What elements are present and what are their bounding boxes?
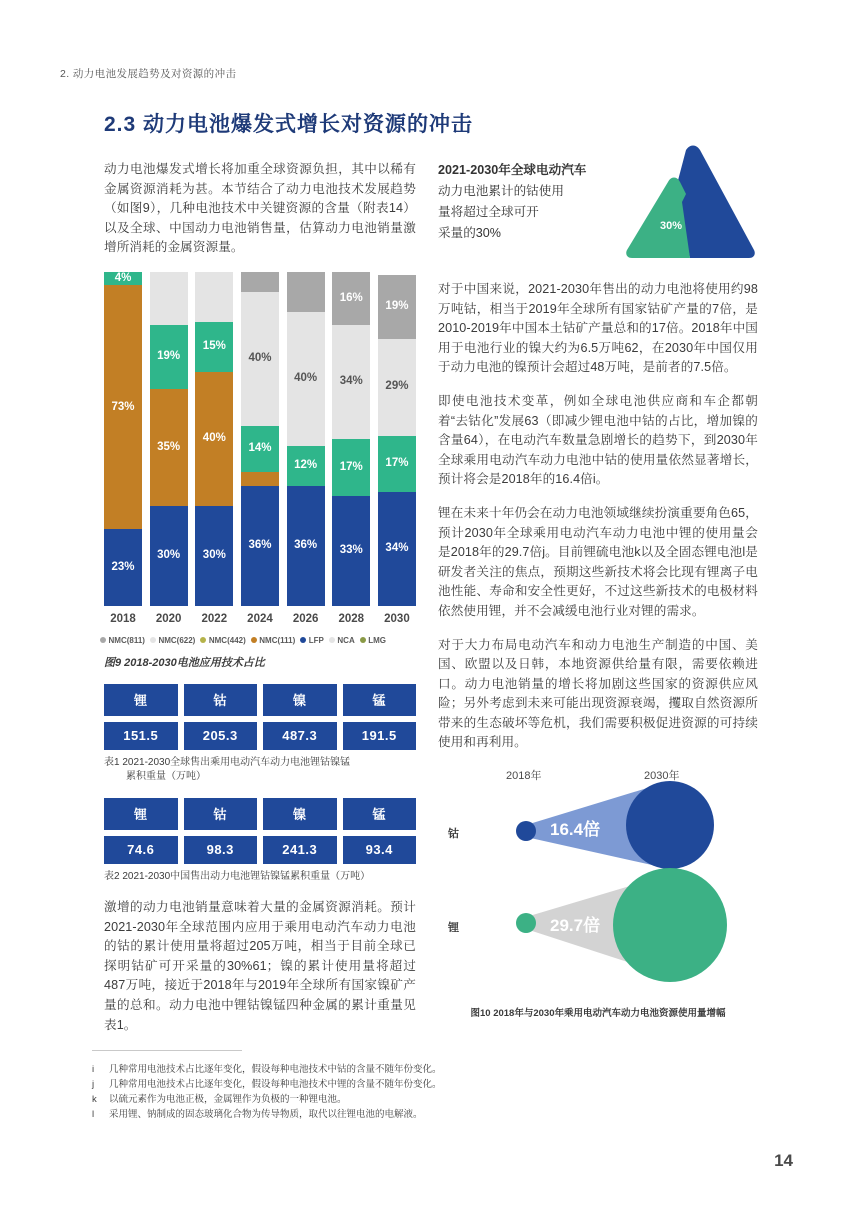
callout-line3: 量将超过全球可开: [438, 205, 539, 219]
intro-paragraph: 动力电池爆发式增长将加重全球资源负担，其中以稀有金属资源消耗为甚。本节结合了动力电池技术发展趋势（如图9），几种电池技术中关键资源的含量（附表14）以及全球、中国动力电池销售量，估算动力电池销量激增所消耗的金属资源量。: [104, 162, 416, 255]
bar-segment: [287, 446, 325, 486]
bar-column: [104, 272, 142, 606]
table1-caption-line1: 表1 2021-2030全球售出乘用电动汽车动力电池锂钴镍锰: [104, 756, 351, 768]
bar-segment-label: 12%: [294, 458, 318, 471]
bar-segment-label: 34%: [339, 375, 363, 388]
bar-segment: [241, 272, 279, 292]
right-paragraph-2: 即使电池技术变革，例如全球电池供应商和车企都朝着“去钴化”发展63（即减少锂电池中钴的占比，增加镍的含量64），在电动汽车数量急剧增长的趋势下，到2030年全球乘用电动汽车动力电池中钴的使用量依然显著增长，预计将会是2018年的16.4倍i。: [438, 393, 758, 487]
bar-segment: [241, 292, 279, 426]
callout-line1: 2021-2030年全球电动汽车: [438, 163, 587, 177]
bar-segment: [378, 339, 416, 436]
bar-column: [378, 272, 416, 606]
table1-value-row: [104, 722, 416, 750]
bar-segment: [378, 275, 416, 338]
closing-paragraph: 激增的动力电池销量意味着大量的金属资源消耗。预计2021-2030年全球范围内应用于乘用电动汽车动力电池的钴的累计使用量将超过205万吨，相当于目前全球已探明钴矿可开采量的30%61；镍的累计使用量将超过487万吨，接近于2018年与2019年全球所有国家镍矿产量的总和。动力电池中锂钴镍锰四种金属的累计重量见表1。: [104, 899, 416, 1032]
bar-segment: [287, 272, 325, 312]
bar-segment: [378, 492, 416, 606]
bar-segment-label: 35%: [157, 440, 181, 453]
bar-segment-label: 23%: [111, 560, 135, 573]
bar-segment: [150, 272, 188, 325]
chart-plot-area: [104, 272, 416, 606]
table2-value-cell: 98.3: [184, 836, 258, 864]
x-axis-tick-label: 2018: [110, 612, 136, 625]
chart-x-axis: [104, 613, 416, 625]
figure10-caption: 图10 2018年与2030年乘用电动汽车动力电池资源使用量增幅: [470, 1008, 726, 1020]
cobalt-callout: [438, 160, 758, 264]
legend-item: [360, 636, 386, 645]
bar-segment-label: 40%: [248, 352, 272, 365]
table2-value-cell: 74.6: [104, 836, 178, 864]
footnote-text: 几种常用电池技术占比逐年变化，假设每种电池技术中钴的含量不随年份变化。: [109, 1064, 442, 1075]
table1-value-cell: 487.3: [263, 722, 337, 750]
bar-segment-label: 30%: [202, 549, 226, 562]
table2-value-cell: 241.3: [263, 836, 337, 864]
bar-segment-label: 40%: [202, 432, 226, 445]
bar-segment-label: 36%: [248, 539, 272, 552]
footnote-text: 几种常用电池技术占比逐年变化，假设每种电池技术中锂的含量不随年份变化。: [109, 1079, 442, 1090]
footnote-marker: i: [92, 1064, 95, 1075]
growth-row-label-cobalt: 钴: [448, 828, 459, 841]
table1-header-cell: 钴: [184, 684, 258, 716]
legend-color-swatch-icon: [200, 637, 206, 643]
bar-segment-label: 33%: [339, 544, 363, 557]
right-paragraph-3: 锂在未来十年仍会在动力电池领域继续扮演重要角色65，预计2030年全球乘用电动汽车动力电池中锂的使用量会是2018年的29.7倍j。目前锂硫电池k以及全固态锂电池l是研发者关注的焦点，预期这些新技术将会比现有锂离子电池性能、寿命和安全性更好，不过这些新技术的电极材料依然使用锂，并不会减缓电池行业对锂的需求。: [438, 505, 758, 618]
legend-color-swatch-icon: [100, 637, 106, 643]
legend-item: [200, 636, 245, 645]
bar-segment-label: 15%: [202, 340, 226, 353]
bar-segment: [287, 312, 325, 446]
bar-segment: [104, 285, 142, 529]
bar-segment: [241, 486, 279, 606]
running-header: 2. 动力电池发展趋势及对资源的冲击: [60, 68, 237, 80]
x-axis-tick-label: 2030: [384, 612, 410, 625]
x-axis-tick-label: 2020: [155, 612, 182, 625]
growth-funnels: [438, 767, 758, 1003]
mountain-percent-label: 30%: [660, 220, 683, 232]
bar-segment: [332, 496, 370, 606]
footnotes: [92, 1062, 652, 1122]
bar-column: [241, 272, 279, 606]
bar-segment-label: 14%: [248, 442, 272, 455]
legend-color-swatch-icon: [300, 637, 306, 643]
table1-header-row: [104, 684, 416, 716]
footnote-text: 以硫元素作为电池正极，金属锂作为负极的一种锂电池。: [109, 1094, 347, 1105]
legend-label: LMG: [368, 635, 387, 645]
x-axis-tick-label: 2024: [247, 612, 273, 625]
footnote-marker: k: [92, 1094, 97, 1105]
footnote-marker: j: [92, 1079, 95, 1090]
table2-header-cell: 锂: [104, 798, 178, 830]
legend-color-swatch-icon: [329, 637, 335, 643]
table2-header-cell: 锰: [343, 798, 417, 830]
growth-year-right: 2030年: [644, 770, 680, 783]
footnote-item: [92, 1062, 652, 1077]
table2-value-cell: 93.4: [343, 836, 417, 864]
bar-segment-label: 40%: [294, 372, 318, 385]
mountain-icon: [620, 142, 762, 264]
page-number: 14: [774, 1151, 793, 1170]
bar-segment-label: 4%: [114, 271, 132, 284]
bar-segment: [150, 389, 188, 506]
bar-segment-label: 17%: [339, 460, 363, 473]
table2-caption: 表2 2021-2030中国售出动力电池锂钴镍锰累积重量（万吨）: [104, 870, 371, 882]
table1-value-cell: 151.5: [104, 722, 178, 750]
bar-segment-label: 19%: [157, 350, 181, 363]
x-axis-tick-label: 2028: [338, 612, 365, 625]
bar-segment: [104, 529, 142, 606]
bar-segment: [195, 322, 233, 372]
right-paragraph-1: 对于中国来说，2021-2030年售出的动力电池将使用约98万吨钴，相当于2019年全球所有国家钴矿产量的7倍，是2010-2019年中国本土钴矿产量总和的17倍。2018年中国用于电池行业的镍大约为6.5万吨62，在2030年中国仅用于动力电池的镍预计会超过48万吨，是前者的7.5倍。: [438, 282, 758, 375]
table2-header-cell: 镍: [263, 798, 337, 830]
legend-label: LFP: [308, 635, 324, 645]
table2: [104, 798, 416, 884]
growth-multiplier-cobalt: 16.4倍: [550, 820, 601, 840]
table1-value-cell: 205.3: [184, 722, 258, 750]
legend-color-swatch-icon: [251, 637, 257, 643]
legend-label: NMC(811): [108, 635, 145, 645]
legend-label: NMC(442): [208, 635, 246, 645]
bar-segment-label: 36%: [294, 539, 318, 552]
table1-header-cell: 镍: [263, 684, 337, 716]
bar-segment: [378, 436, 416, 493]
bar-segment: [287, 486, 325, 606]
bar-segment-label: 34%: [385, 542, 409, 555]
callout-line4: 采量的30%: [438, 226, 501, 240]
callout-line2: 动力电池累计的钴使用: [438, 184, 564, 198]
bar-segment: [332, 439, 370, 496]
table1-caption-line2: 累积重量（万吨）: [126, 770, 206, 782]
callout-text: [438, 160, 628, 244]
footnote-marker: l: [92, 1109, 95, 1120]
legend-item: [150, 636, 195, 645]
table1-caption: [104, 756, 416, 784]
legend-item: [251, 636, 296, 645]
legend-item: [329, 636, 355, 645]
battery-tech-share-chart: [104, 272, 416, 670]
growth-multiplier-lithium: 29.7倍: [550, 916, 601, 936]
bar-column: [150, 272, 188, 606]
bar-segment-label: 17%: [385, 457, 409, 470]
bar-segment: [104, 272, 142, 285]
right-column: [438, 160, 758, 1019]
chart-legend: [100, 636, 420, 645]
x-axis-tick-label: 2026: [292, 612, 319, 625]
footnote-item: [92, 1107, 652, 1122]
table2-header-cell: 钴: [184, 798, 258, 830]
growth-row-label-lithium: 锂: [448, 922, 459, 935]
bar-segment-label: 30%: [157, 549, 181, 562]
footnote-divider: [92, 1050, 242, 1051]
footnote-text: 采用锂、钠制成的固态玻璃化合物为传导物质，取代以往锂电池的电解液。: [109, 1109, 423, 1120]
table2-value-row: [104, 836, 416, 864]
legend-label: NMC(622): [158, 635, 196, 645]
legend-item: [100, 636, 145, 645]
growth-figure: [438, 767, 758, 1003]
bar-segment-label: 29%: [385, 380, 409, 393]
legend-item: [300, 636, 324, 645]
table1-header-cell: 锰: [343, 684, 417, 716]
table1: [104, 684, 416, 784]
figure9-caption: 图9 2018-2030电池应用技术占比: [104, 656, 265, 669]
bar-segment-label: 19%: [385, 300, 409, 313]
table1-header-cell: 锂: [104, 684, 178, 716]
bar-segment: [332, 272, 370, 325]
bar-segment: [195, 506, 233, 606]
table2-header-row: [104, 798, 416, 830]
bar-segment: [241, 426, 279, 473]
bar-segment: [195, 272, 233, 322]
legend-color-swatch-icon: [360, 637, 366, 643]
bar-segment: [241, 472, 279, 485]
table1-value-cell: 191.5: [343, 722, 417, 750]
x-axis-tick-label: 2022: [201, 612, 228, 625]
legend-label: NMC(111): [259, 635, 296, 645]
page-title: 2.3 动力电池爆发式增长对资源的冲击: [104, 113, 474, 136]
bar-segment: [150, 325, 188, 388]
bar-segment-label: 73%: [111, 400, 135, 413]
bar-segment-label: 16%: [339, 291, 363, 304]
bar-segment: [332, 325, 370, 439]
bar-column: [332, 272, 370, 606]
right-paragraph-4: 对于大力布局电动汽车和动力电池生产制造的中国、美国、欧盟以及日韩，本地资源供给量有限，需要依赖进口。动力电池销量的增长将加剧这些国家的资源供应风险；另外考虑到未来可能出现资源衰竭，攫取自然资源所带来的生态破坏等危机，我们需要积极促进资源的可持续使用和再利用。: [438, 637, 758, 750]
footnote-item: [92, 1092, 652, 1107]
bar-segment: [195, 372, 233, 506]
legend-label: NCA: [337, 635, 355, 645]
growth-year-left: 2018年: [506, 770, 542, 783]
bar-segment: [150, 506, 188, 606]
footnote-item: [92, 1077, 652, 1092]
bar-column: [287, 272, 325, 606]
bar-column: [195, 272, 233, 606]
left-column: [104, 160, 416, 1049]
legend-color-swatch-icon: [150, 637, 156, 643]
